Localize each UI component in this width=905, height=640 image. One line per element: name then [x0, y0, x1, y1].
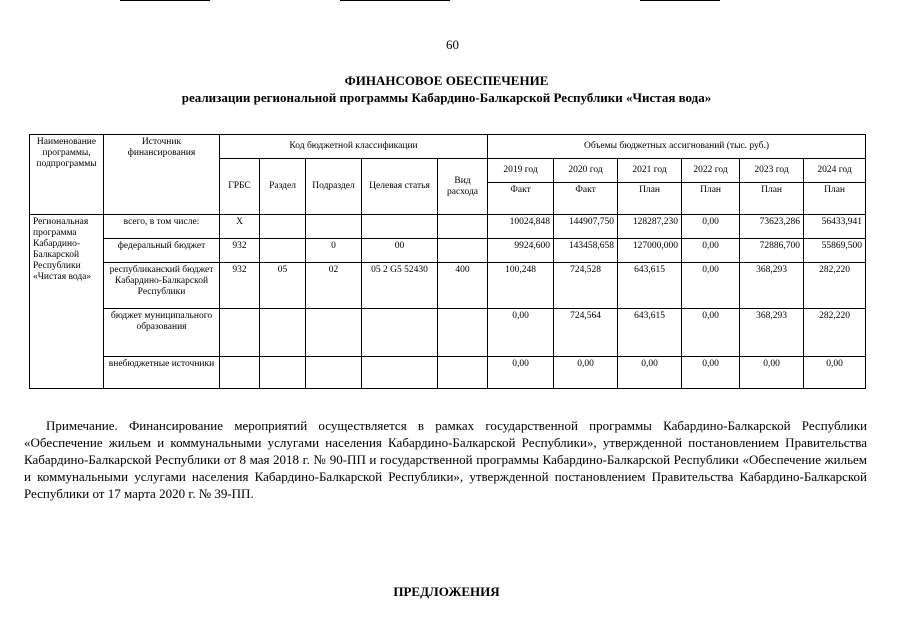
expense-type-cell	[438, 357, 488, 389]
subsection-cell: 0	[306, 239, 362, 263]
source-cell: республиканский бюджет Кабардино-Балкарской Республики	[104, 263, 220, 309]
source-cell: внебюджетные источники	[104, 357, 220, 389]
value-cell: 0,00	[682, 215, 740, 239]
proposals-heading: ПРЕДЛОЖЕНИЯ	[393, 584, 500, 599]
page-number: 60	[446, 37, 459, 52]
subsection-cell	[306, 357, 362, 389]
header-status: План	[804, 183, 866, 215]
header-year: 2021 год	[618, 159, 682, 183]
value-cell: 0,00	[682, 239, 740, 263]
value-cell: 724,528	[554, 263, 618, 309]
expense-type-cell	[438, 215, 488, 239]
value-cell: 56433,941	[804, 215, 866, 239]
value-cell: 0,00	[804, 357, 866, 389]
table-row	[30, 309, 866, 357]
top-rule-middle	[340, 0, 450, 1]
header-status: План	[682, 183, 740, 215]
header-volumes: Объемы бюджетных ассигнований (тыс. руб.)	[488, 135, 866, 159]
value-cell: 282,220	[804, 309, 866, 357]
value-cell: 0,00	[682, 357, 740, 389]
section-cell	[260, 357, 306, 389]
target-article-cell	[362, 309, 438, 357]
note-paragraph: Примечание. Финансирование мероприятий осуществляется в рамках государственной программы Кабардино-Балкарской Республики «Обеспечение жильем и коммунальными услугами населения Кабардино-Балкарской Республики», утвержденной постановлением Правительства Кабардино-Балкарской Республики от 8 мая 2018 г. № 90-ПП и государственной программы Кабардино-Балкарской Республики «Обеспечение жильем и коммунальными услугами населения Кабардино-Балкарской Республики», утвержденной постановлением Правительства Кабардино-Балкарской Республики от 17 марта 2020 г. № 39-ПП.	[24, 418, 867, 501]
value-cell: 9924,600	[488, 239, 554, 263]
value-cell: 0,00	[740, 357, 804, 389]
header-program-name: Наименование программы, подпрограммы	[30, 135, 104, 215]
value-cell: 73623,286	[740, 215, 804, 239]
grbs-cell: Х	[220, 215, 260, 239]
value-cell: 643,615	[618, 263, 682, 309]
subsection-cell	[306, 215, 362, 239]
table-row	[30, 239, 866, 263]
source-cell: федеральный бюджет	[104, 239, 220, 263]
source-cell: всего, в том числе:	[104, 215, 220, 239]
subsection-cell	[306, 309, 362, 357]
value-cell: 368,293	[740, 263, 804, 309]
value-cell: 10024,848	[488, 215, 554, 239]
value-cell: 724,564	[554, 309, 618, 357]
value-cell: 143458,658	[554, 239, 618, 263]
header-status: Факт	[554, 183, 618, 215]
expense-type-cell	[438, 309, 488, 357]
page-title: ФИНАНСОВОЕ ОБЕСПЕЧЕНИЕ	[344, 73, 549, 88]
section-cell	[260, 215, 306, 239]
value-cell: 128287,230	[618, 215, 682, 239]
header-status: План	[740, 183, 804, 215]
source-cell: бюджет муниципального образования	[104, 309, 220, 357]
header-year: 2022 год	[682, 159, 740, 183]
value-cell: 72886,700	[740, 239, 804, 263]
program-name-cell: Региональная программа Кабардино-Балкарской Республики «Чистая вода»	[30, 215, 104, 389]
value-cell: 0,00	[682, 263, 740, 309]
header-year: 2019 год	[488, 159, 554, 183]
header-target-article: Целевая статья	[362, 159, 438, 215]
header-subsection: Подраздел	[306, 159, 362, 215]
top-rule-left	[120, 0, 210, 1]
target-article-cell	[362, 215, 438, 239]
expense-type-cell	[438, 239, 488, 263]
expense-type-cell: 400	[438, 263, 488, 309]
value-cell: 0,00	[554, 357, 618, 389]
header-year: 2023 год	[740, 159, 804, 183]
section-cell	[260, 309, 306, 357]
value-cell: 0,00	[682, 309, 740, 357]
grbs-cell	[220, 309, 260, 357]
target-article-cell: 05 2 G5 52430	[362, 263, 438, 309]
value-cell: 0,00	[488, 357, 554, 389]
header-funding-source: Источник финансирования	[104, 135, 220, 215]
subsection-cell: 02	[306, 263, 362, 309]
header-grbs: ГРБС	[220, 159, 260, 215]
value-cell: 643,615	[618, 309, 682, 357]
value-cell: 0,00	[488, 309, 554, 357]
grbs-cell: 932	[220, 239, 260, 263]
table-row	[30, 357, 866, 389]
header-section: Раздел	[260, 159, 306, 215]
page-subtitle: реализации региональной программы Кабардино-Балкарской Республики «Чистая вода»	[181, 90, 712, 105]
value-cell: 100,248	[488, 263, 554, 309]
grbs-cell	[220, 357, 260, 389]
financing-table	[29, 134, 866, 389]
header-expense-type: Вид расхода	[438, 159, 488, 215]
value-cell: 127000,000	[618, 239, 682, 263]
grbs-cell: 932	[220, 263, 260, 309]
table-row	[30, 215, 866, 239]
top-rule-right	[640, 0, 720, 1]
header-year: 2024 год	[804, 159, 866, 183]
section-cell	[260, 239, 306, 263]
value-cell: 368,293	[740, 309, 804, 357]
value-cell: 0,00	[618, 357, 682, 389]
header-year: 2020 год	[554, 159, 618, 183]
table-row	[30, 263, 866, 309]
header-status: План	[618, 183, 682, 215]
section-cell: 05	[260, 263, 306, 309]
value-cell: 282,220	[804, 263, 866, 309]
target-article-cell	[362, 357, 438, 389]
target-article-cell: 00	[362, 239, 438, 263]
value-cell: 144907,750	[554, 215, 618, 239]
header-status: Факт	[488, 183, 554, 215]
header-budget-code: Код бюджетной классификации	[220, 135, 488, 159]
value-cell: 55869,500	[804, 239, 866, 263]
